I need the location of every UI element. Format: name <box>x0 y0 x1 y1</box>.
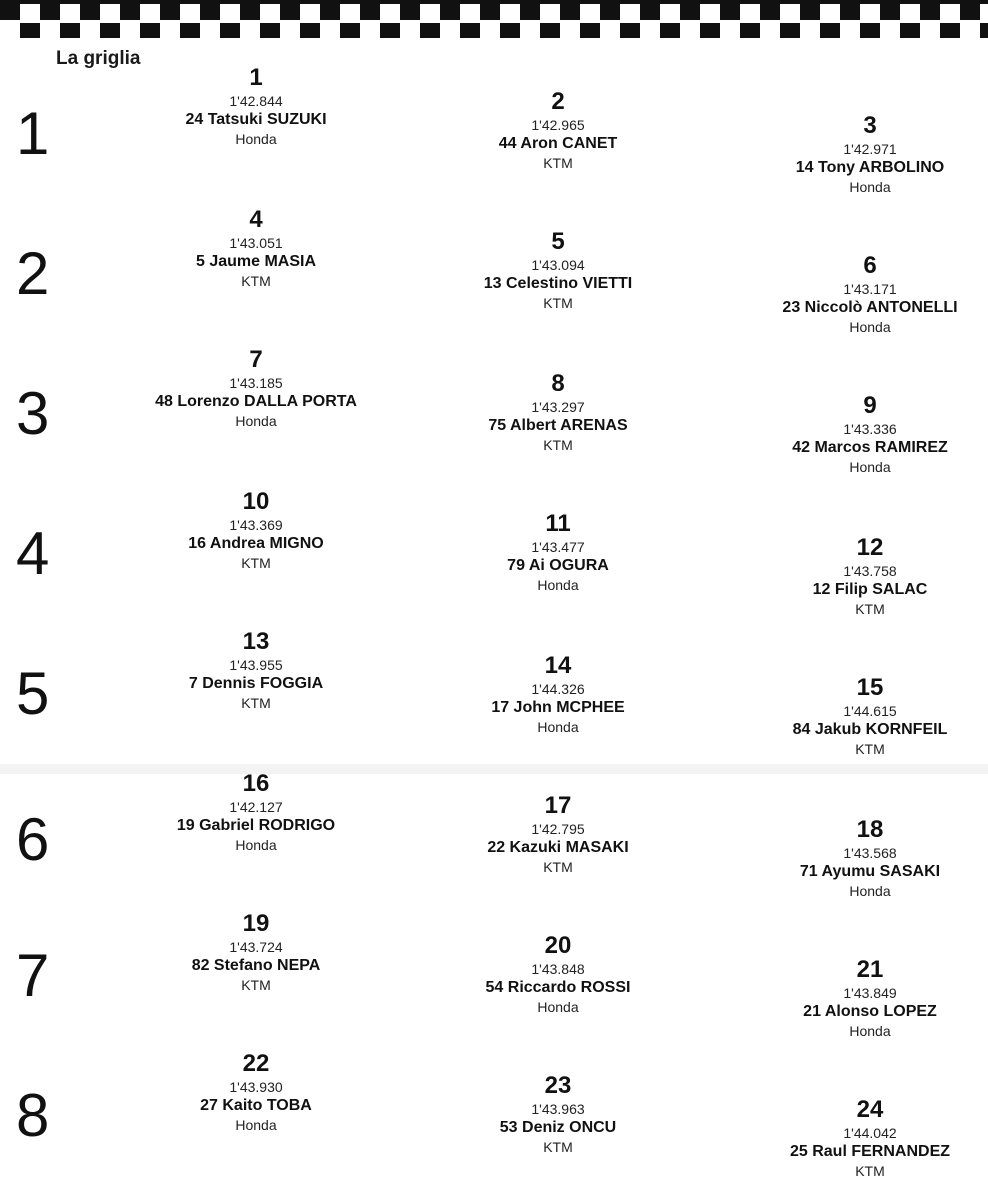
rider-name: 17 John MCPHEE <box>491 699 625 716</box>
lap-time: 1'43.848 <box>531 961 585 977</box>
grid-slot <box>720 114 988 194</box>
grid-position: 15 <box>856 674 884 701</box>
team-name: Honda <box>537 577 579 593</box>
team-name: KTM <box>543 295 573 311</box>
lap-time: 1'43.336 <box>843 421 897 437</box>
lap-time: 1'44.326 <box>531 681 585 697</box>
lap-time: 1'43.955 <box>229 657 283 673</box>
grid-row-number: 6 <box>16 806 50 873</box>
team-name: KTM <box>241 695 271 711</box>
rider-name: 14 Tony ARBOLINO <box>795 159 945 176</box>
grid-slot <box>106 630 406 710</box>
team-name: Honda <box>849 319 891 335</box>
grid-row-number: 4 <box>16 520 50 587</box>
team-name: Honda <box>235 131 277 147</box>
lap-time: 1'42.844 <box>229 93 283 109</box>
rider-name: 84 Jakub KORNFEIL <box>792 721 948 738</box>
grid-position: 19 <box>242 910 270 937</box>
grid-row-number: 2 <box>16 240 50 307</box>
grid-slot <box>106 912 406 992</box>
grid-position: 12 <box>856 534 884 561</box>
grid-position: 9 <box>863 392 877 419</box>
grid-slot <box>408 230 708 310</box>
grid-position: 1 <box>249 64 263 91</box>
grid-position: 10 <box>242 488 270 515</box>
rider-name: 75 Albert ARENAS <box>488 417 628 434</box>
grid-slot <box>720 254 988 334</box>
rider-name: 13 Celestino VIETTI <box>483 275 633 292</box>
team-name: Honda <box>235 413 277 429</box>
grid-row-number: 5 <box>16 660 50 727</box>
grid-position: 16 <box>242 770 270 797</box>
team-name: KTM <box>543 437 573 453</box>
grid-slot <box>106 772 406 852</box>
team-name: KTM <box>855 601 885 617</box>
rider-name: 79 Ai OGURA <box>507 557 609 574</box>
rider-name: 71 Ayumu SASAKI <box>799 863 941 880</box>
team-name: KTM <box>241 977 271 993</box>
rider-name: 27 Kaito TOBA <box>200 1097 312 1114</box>
lap-time: 1'42.965 <box>531 117 585 133</box>
grid-slot <box>106 1052 406 1132</box>
grid-slot <box>720 394 988 474</box>
grid-position: 23 <box>544 1072 572 1099</box>
team-name: Honda <box>235 837 277 853</box>
grid-position: 17 <box>544 792 572 819</box>
rider-name: 42 Marcos RAMIREZ <box>792 439 948 456</box>
team-name: KTM <box>241 273 271 289</box>
grid-row-number: 8 <box>16 1082 50 1149</box>
team-name: KTM <box>241 555 271 571</box>
rider-name: 22 Kazuki MASAKI <box>487 839 629 856</box>
rider-name: 82 Stefano NEPA <box>191 957 321 974</box>
lap-time: 1'43.724 <box>229 939 283 955</box>
team-name: Honda <box>537 719 579 735</box>
grid-position: 6 <box>863 252 877 279</box>
lap-time: 1'43.369 <box>229 517 283 533</box>
grid-position: 22 <box>242 1050 270 1077</box>
rider-name: 53 Deniz ONCU <box>499 1119 617 1136</box>
page-title: La griglia <box>56 48 141 69</box>
lap-time: 1'43.171 <box>843 281 897 297</box>
grid-slot <box>106 208 406 288</box>
rider-name: 54 Riccardo ROSSI <box>485 979 631 996</box>
lap-time: 1'44.042 <box>843 1125 897 1141</box>
team-name: Honda <box>849 1023 891 1039</box>
rider-name: 25 Raul FERNANDEZ <box>789 1143 951 1160</box>
team-name: Honda <box>849 179 891 195</box>
grid-slot <box>408 372 708 452</box>
grid-position: 3 <box>863 112 877 139</box>
grid-slot <box>408 512 708 592</box>
lap-time: 1'42.971 <box>843 141 897 157</box>
grid-position: 5 <box>551 228 565 255</box>
lap-time: 1'42.127 <box>229 799 283 815</box>
team-name: Honda <box>849 459 891 475</box>
grid-position: 11 <box>545 510 571 537</box>
grid-slot <box>720 958 988 1038</box>
checkered-flag-banner <box>0 0 988 42</box>
grid-slot <box>106 66 406 146</box>
rider-name: 48 Lorenzo DALLA PORTA <box>155 393 357 410</box>
team-name: KTM <box>543 155 573 171</box>
grid-slot <box>408 1074 708 1154</box>
lap-time: 1'43.094 <box>531 257 585 273</box>
lap-time: 1'43.930 <box>229 1079 283 1095</box>
grid-position: 7 <box>249 346 263 373</box>
grid-position: 24 <box>856 1096 884 1123</box>
team-name: KTM <box>855 741 885 757</box>
grid-slot <box>106 348 406 428</box>
grid-slot <box>720 1098 988 1178</box>
grid-slot <box>408 90 708 170</box>
grid-row-number: 7 <box>16 942 50 1009</box>
lap-time: 1'43.051 <box>229 235 283 251</box>
grid-slot <box>408 794 708 874</box>
rider-name: 7 Dennis FOGGIA <box>188 675 324 692</box>
grid-row-number: 1 <box>16 100 50 167</box>
lap-time: 1'42.795 <box>531 821 585 837</box>
rider-name: 16 Andrea MIGNO <box>188 535 324 552</box>
lap-time: 1'43.758 <box>843 563 897 579</box>
team-name: Honda <box>537 999 579 1015</box>
grid-slot <box>720 536 988 616</box>
grid-row-number: 3 <box>16 380 50 447</box>
grid-position: 4 <box>249 206 263 233</box>
lap-time: 1'43.963 <box>531 1101 585 1117</box>
grid-position: 2 <box>551 88 565 115</box>
lap-time: 1'43.849 <box>843 985 897 1001</box>
team-name: KTM <box>543 1139 573 1155</box>
grid-position: 14 <box>544 652 572 679</box>
team-name: Honda <box>849 883 891 899</box>
lap-time: 1'44.615 <box>843 703 897 719</box>
rider-name: 21 Alonso LOPEZ <box>803 1003 937 1020</box>
grid-position: 13 <box>242 628 270 655</box>
lap-time: 1'43.185 <box>229 375 283 391</box>
rider-name: 24 Tatsuki SUZUKI <box>185 111 327 128</box>
grid-position: 8 <box>551 370 565 397</box>
rider-name: 12 Filip SALAC <box>812 581 928 598</box>
grid-position: 21 <box>856 956 884 983</box>
rider-name: 44 Aron CANET <box>498 135 618 152</box>
grid-slot <box>408 934 708 1014</box>
team-name: Honda <box>235 1117 277 1133</box>
rider-name: 23 Niccolò ANTONELLI <box>782 299 958 316</box>
rider-name: 19 Gabriel RODRIGO <box>176 817 336 834</box>
grid-slot <box>720 818 988 898</box>
lap-time: 1'43.568 <box>843 845 897 861</box>
lap-time: 1'43.297 <box>531 399 585 415</box>
team-name: KTM <box>543 859 573 875</box>
lap-time: 1'43.477 <box>531 539 585 555</box>
grid-position: 20 <box>544 932 572 959</box>
team-name: KTM <box>855 1163 885 1179</box>
grid-position: 18 <box>856 816 884 843</box>
grid-slot <box>720 676 988 756</box>
rider-name: 5 Jaume MASIA <box>195 253 317 270</box>
grid-slot <box>408 654 708 734</box>
grid-slot <box>106 490 406 570</box>
